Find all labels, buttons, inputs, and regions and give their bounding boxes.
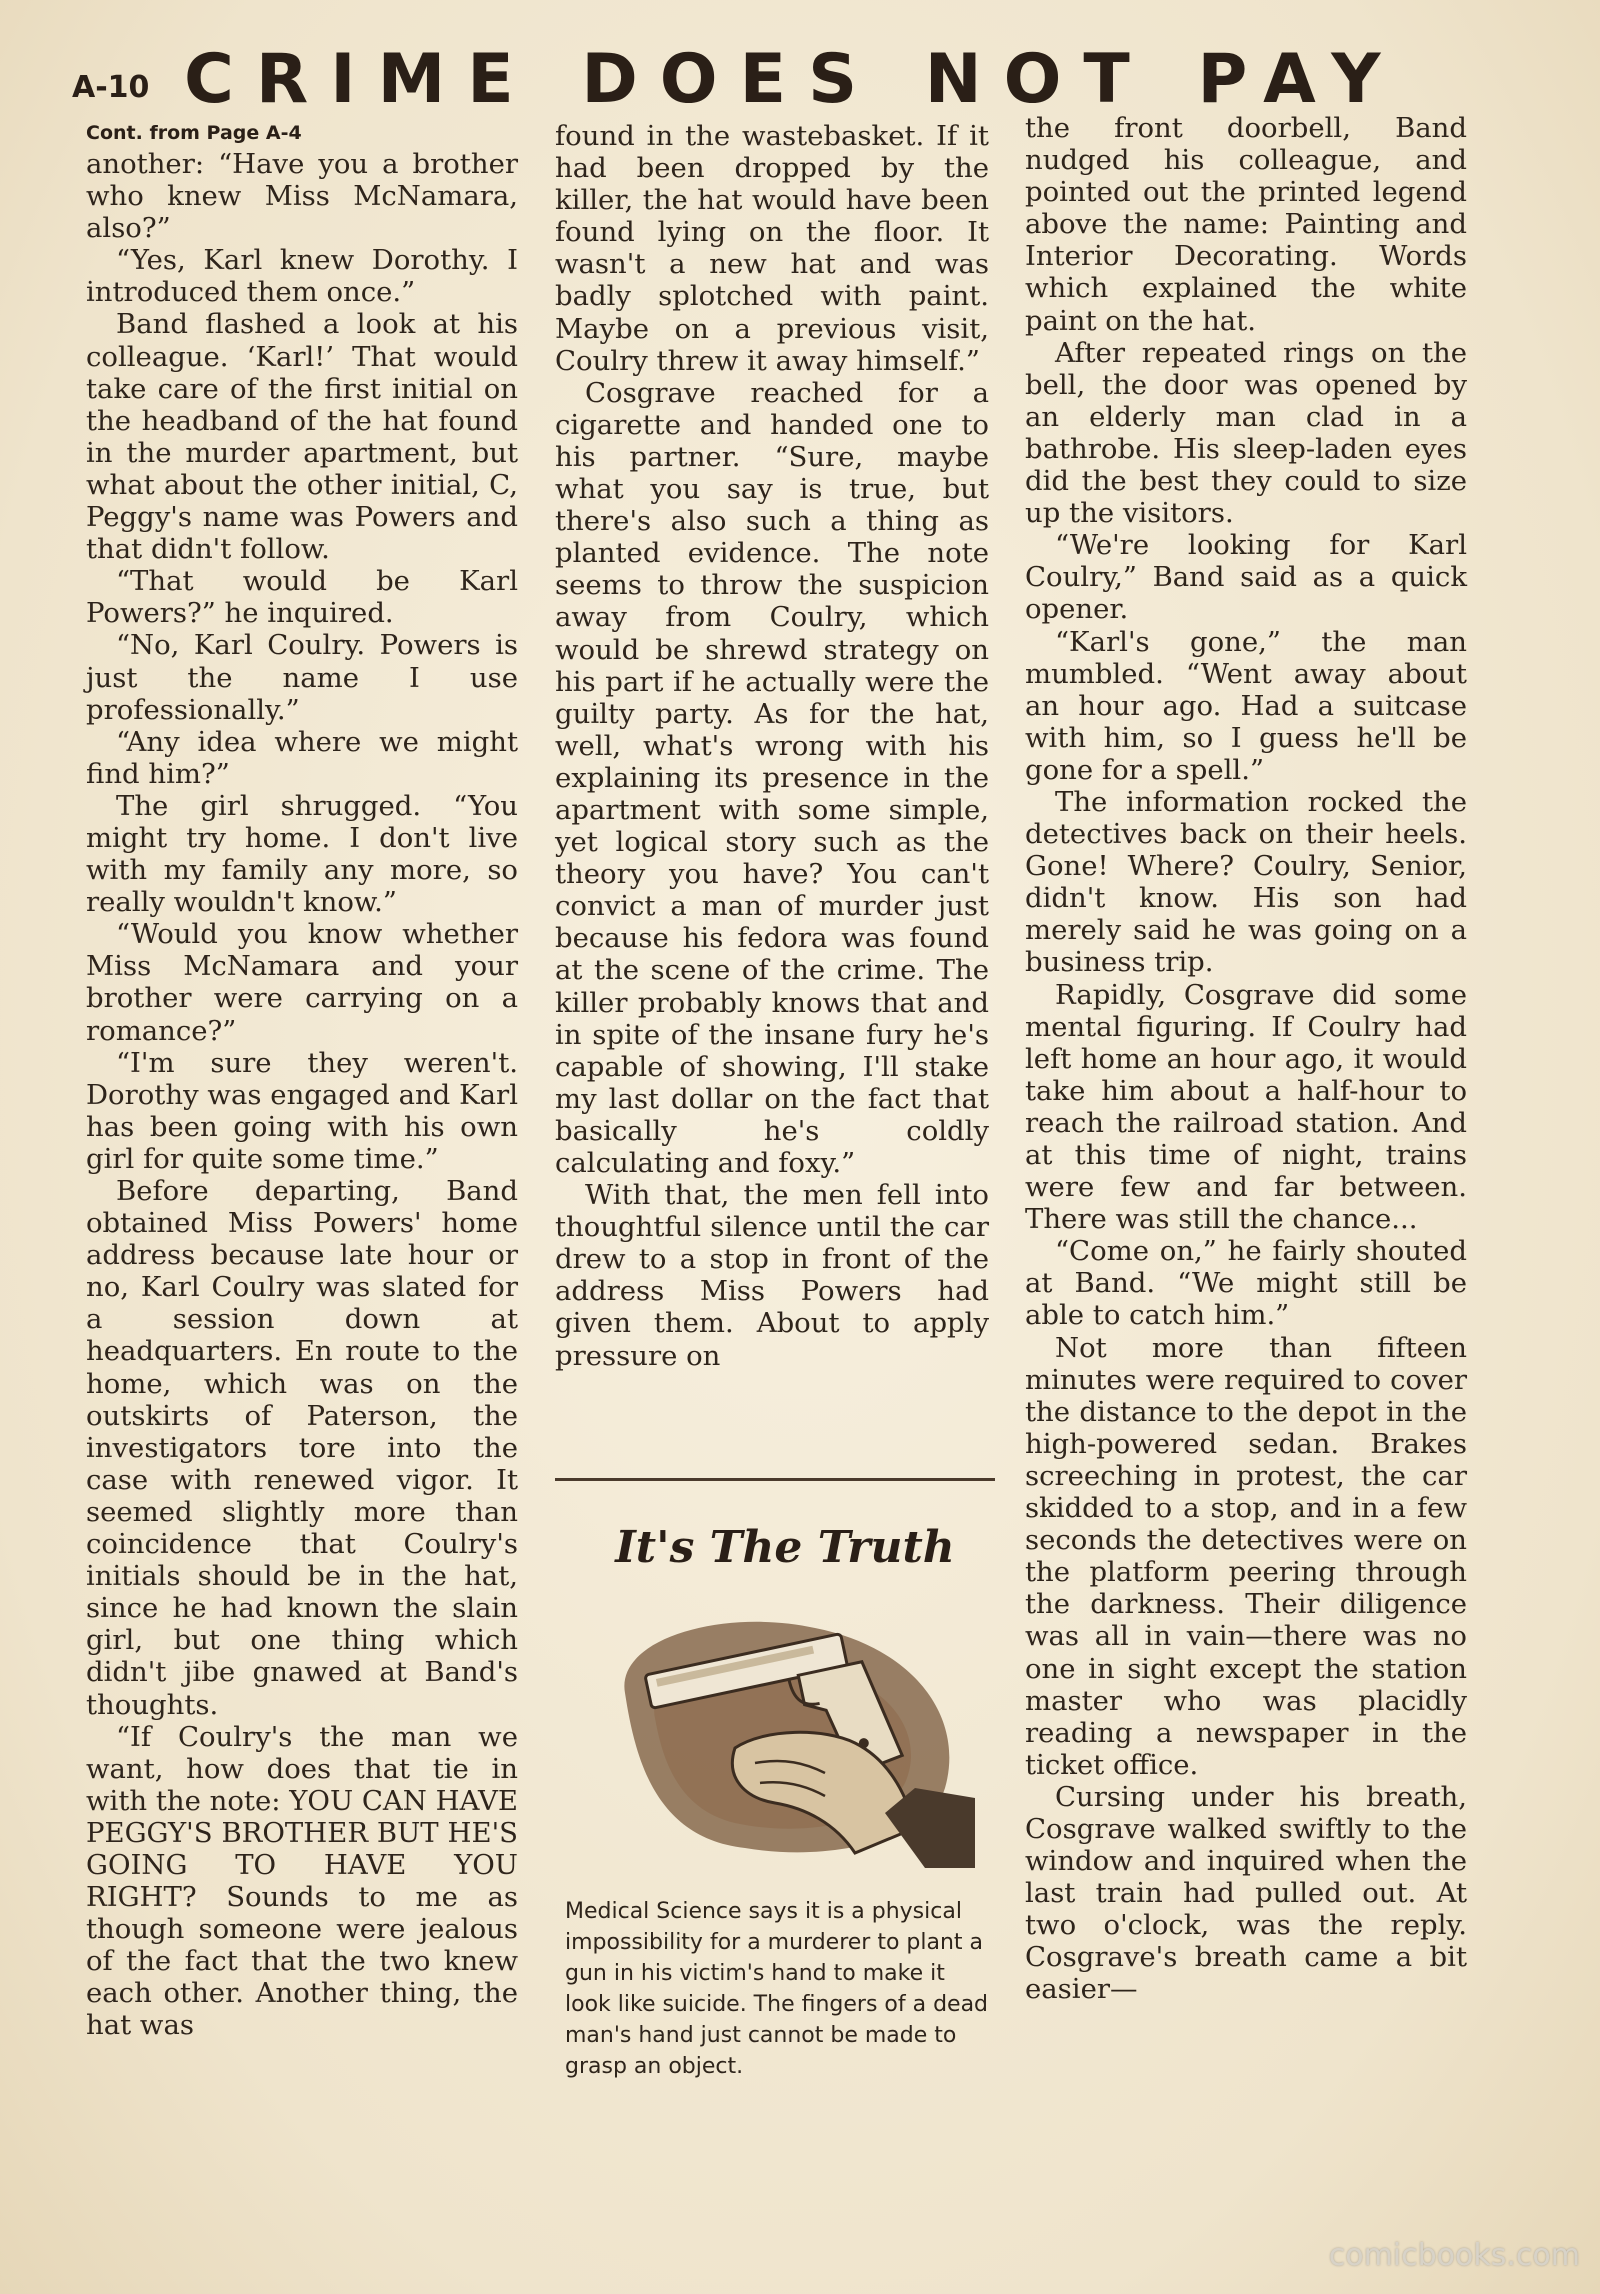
column-2 — [555, 120, 989, 1372]
column-1 — [86, 122, 518, 2042]
paragraph: found in the wastebasket. If it had been dropped by the killer, the hat would have been found lying on the floor. It wasn't a new hat and was badly splotched with paint. Maybe on a previous visit, Coulry threw it away himself.” — [555, 120, 989, 377]
paragraph: Cursing under his breath, Cosgrave walked swiftly to the window and inquired when the last train had pulled out. At two o'clock, was the reply. Cosgrave's breath came a bit easier— — [1025, 1780, 1467, 2006]
paragraph: Before departing, Band obtained Miss Powers' home address because late hour or no, Karl Coulry was slated for a session down at headquarters. En route to the home, which was on the outskirts of Paterson, the investigators tore into the case with renewed vigor. It seemed slightly more than coincidence that Coulry's initials should be in the hat, since he had known the slain girl, but one thing which didn't jibe gnawed at Band's thoughts. — [86, 1175, 518, 1721]
paragraph: “I'm sure they weren't. Dorothy was engaged and Karl has been going with his own girl for quite some time.” — [86, 1046, 518, 1175]
paragraph: The information rocked the detectives back on their heels. Gone! Where? Coulry, Senior, didn't know. His son had merely said he was going on a business trip. — [1025, 785, 1467, 979]
paragraph: “Come on,” he fairly shouted at Band. “We might still be able to catch him.” — [1025, 1235, 1467, 1332]
paragraph: Rapidly, Cosgrave did some mental figuring. If Coulry had left home an hour ago, it would take him about a half-hour to reach the railroad station. And at this time of night, trains were few and far between. There was still the chance... — [1025, 978, 1467, 1236]
box-title: It's The Truth — [615, 1522, 955, 1573]
its-the-truth-box — [555, 1478, 995, 2118]
paragraph: “Any idea where we might find him?” — [86, 725, 518, 790]
continued-notice: Cont. from Page A-4 — [86, 122, 302, 144]
paragraph: “Karl's gone,” the man mumbled. “Went away about an hour ago. Had a suitcase with him, so I guess he'll be gone for a spell.” — [1025, 625, 1467, 786]
watermark: comicbooks.com — [1328, 2238, 1580, 2273]
hand-holding-pistol-icon — [585, 1598, 975, 1868]
paragraph: “We're looking for Karl Coulry,” Band said as a quick opener. — [1025, 529, 1467, 626]
section-title: CRIME DOES NOT PAY — [184, 40, 1403, 119]
paragraph: After repeated rings on the bell, the door was opened by an elderly man clad in a bathrobe. His sleep-laden eyes did the best they could to size up the visitors. — [1025, 336, 1467, 530]
paragraph: Cosgrave reached for a cigarette and handed one to his partner. “Sure, maybe what you say is true, but there's also such a thing as planted evidence. The note seems to throw the suspicion away from Coulry, which would be shrewd strategy on his part if he actually were the guilty party. As for the hat, well, what's wrong with his explaining its presence in the apartment with some simple, yet logical story such as the theory you have? You can't convict a man of murder just because his fedora was found at the scene of the crime. The killer probably knows that and in spite of the insane fury he's capable of showing, I'll stake my last dollar on the fact that basically he's coldly calculating and foxy.” — [555, 376, 989, 1179]
paragraph: the front doorbell, Band nudged his colleague, and pointed out the printed legend above the name: Painting and Interior Decorating. Words which explained the white paint on the hat. — [1025, 112, 1467, 337]
paragraph: The girl shrugged. “You might try home. I don't live with my family any more, so really wouldn't know.” — [86, 789, 518, 919]
divider — [555, 1478, 995, 1481]
paragraph: With that, the men fell into thoughtful silence until the car drew to a stop in front of the address Miss Powers had given them. About to apply pressure on — [555, 1179, 989, 1372]
paragraph: “Yes, Karl knew Dorothy. I introduced them once.” — [86, 244, 518, 309]
page-header — [72, 40, 1472, 120]
paragraph: Band flashed a look at his colleague. ‘Karl!’ That would take care of the first initial on the headband of the hat found in the murder apartment, but what about the other initial, C, Peggy's name was Powers and that didn't follow. — [86, 308, 518, 566]
page-number: A-10 — [72, 70, 150, 105]
paragraph: “No, Karl Coulry. Powers is just the name I use professionally.” — [86, 629, 518, 726]
paragraph: “Would you know whether Miss McNamara and your brother were carrying on a romance?” — [86, 918, 518, 1047]
paragraph: “That would be Karl Powers?” he inquired. — [86, 565, 518, 630]
column-3 — [1025, 112, 1467, 2006]
paragraph: Not more than fifteen minutes were required to cover the distance to the depot in the high-powered sedan. Brakes screeching in protest, the car skidded to a stop, and in a few seconds the detectives were on the platform peering through the darkness. Their diligence was all in vain—there was no one in sight except the station master who was placidly reading a newspaper in the ticket office. — [1025, 1331, 1467, 1781]
paragraph: “If Coulry's the man we want, how does that tie in with the note: YOU CAN HAVE PEGGY'S BROTHER BUT HE'S GOING TO HAVE YOU RIGHT? Sounds to me as though someone were jealous of the fact that the two knew each other. Another thing, the hat was — [86, 1720, 518, 2042]
paragraph: another: “Have you a brother who knew Miss McNamara, also?” — [86, 148, 518, 245]
box-caption: Medical Science says it is a physical impossibility for a murderer to plant a gun in his victim's hand to make it look like suicide. The fingers of a dead man's hand just cannot be made to grasp an object. — [565, 1899, 989, 2079]
